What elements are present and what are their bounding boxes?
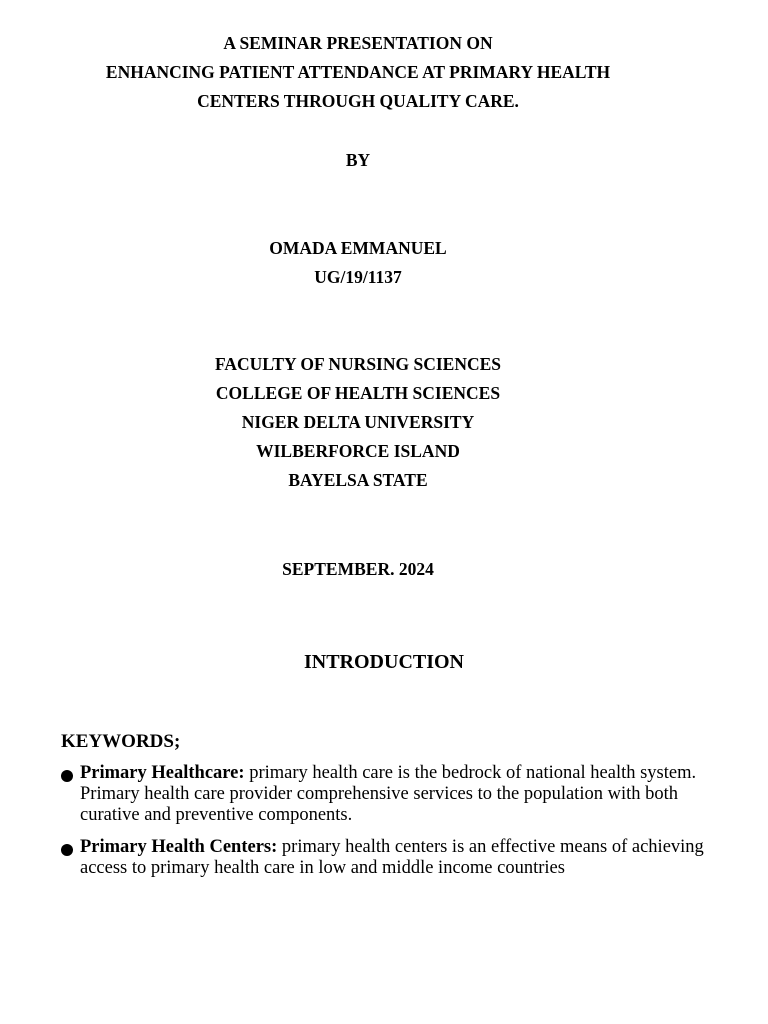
bullet-icon (61, 844, 73, 856)
seminar-title-line-3: CENTERS THROUGH QUALITY CARE. (197, 91, 519, 111)
presentation-date: SEPTEMBER. 2024 (282, 559, 434, 579)
author-name: OMADA EMMANUEL (269, 238, 447, 258)
seminar-title-line-2: ENHANCING PATIENT ATTENDANCE AT PRIMARY HEALTH (105, 62, 611, 82)
keywords-label: KEYWORDS; (61, 731, 181, 752)
author-id: UG/19/1137 (314, 267, 402, 287)
college-name: COLLEGE OF HEALTH SCIENCES (215, 383, 501, 403)
keyword-definition: primary health care is the bedrock of national health system. Primary health care provider comprehensive services to the population with both curative and preventive components. (80, 763, 697, 825)
by-label: BY (345, 150, 371, 170)
keyword-item-primary-healthcare (61, 763, 701, 827)
campus-name: WILBERFORCE ISLAND (256, 441, 460, 461)
keyword-text (80, 837, 705, 879)
keyword-item-primary-health-centers (61, 837, 704, 881)
keyword-term: Primary Healthcare: (80, 763, 245, 783)
keyword-term: Primary Health Centers: (80, 837, 278, 857)
bullet-icon (61, 770, 73, 782)
faculty-name: FACULTY OF NURSING SCIENCES (214, 354, 502, 374)
seminar-title-line-1: A SEMINAR PRESENTATION ON (223, 33, 493, 53)
university-name: NIGER DELTA UNIVERSITY (241, 412, 475, 432)
keyword-text (80, 763, 705, 826)
introduction-heading: INTRODUCTION (303, 651, 465, 673)
state-name: BAYELSA STATE (288, 470, 428, 490)
keyword-definition: primary health centers is an effective means of achieving access to primary health care in low and middle income countries (80, 837, 704, 878)
